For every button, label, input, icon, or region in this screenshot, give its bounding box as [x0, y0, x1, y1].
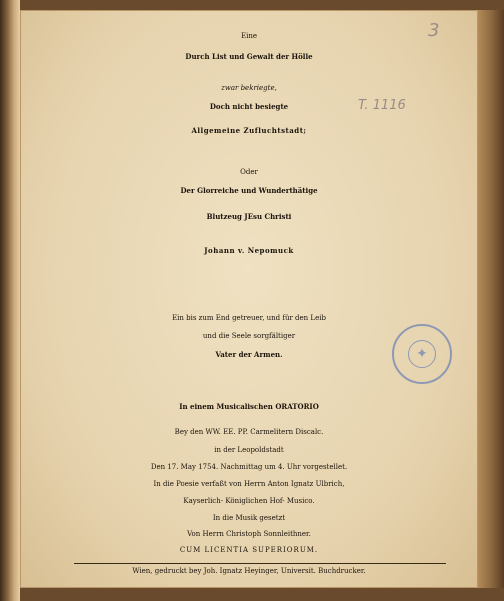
book-spine [0, 0, 20, 601]
title-line-11: und die Seele sorgfältiger [202, 332, 296, 340]
page-edge [478, 10, 504, 588]
shelf-number: T. 1116 [358, 98, 406, 113]
title-line-19: In die Musik gesetzt [212, 514, 286, 522]
title-line-21: CUM LICENTIA SUPERIORUM. [179, 546, 319, 554]
title-line-4: Doch nicht besiegte [209, 102, 289, 111]
title-line-1: Eine [241, 32, 257, 40]
title-line-17: In die Poesie verfaßt von Herrn Anton Ignatz Ulbrich, [153, 480, 345, 488]
imprint: Wien, gedruckt bey Joh. Ignatz Heyinger, Universit. Buchdrucker. [132, 567, 366, 575]
title-line-12: Vater der Armen. [215, 350, 283, 359]
title-line-6: Oder [240, 168, 258, 176]
page-mark: 3 [428, 20, 440, 41]
title-line-16: Den 17. May 1754. Nachmittag um 4. Uhr vorgestellet. [150, 463, 348, 471]
title-line-10: Ein bis zum End getreuer, und für den Leib [172, 314, 326, 322]
library-stamp [392, 324, 452, 384]
title-line-9: Johann v. Nepomuck [204, 246, 294, 255]
title-line-15: in der Leopoldstadt [214, 446, 284, 454]
title-line-5: Allgemeine Zufluchtstadt; [191, 126, 307, 135]
title-line-13: In einem Musicalischen ORATORIO [179, 402, 319, 411]
title-line-8: Blutzeug JEsu Christi [206, 212, 292, 221]
title-line-2: Durch List und Gewalt der Hölle [185, 52, 313, 61]
title-line-7: Der Glorreiche und Wunderthätige [180, 186, 318, 195]
title-line-3: zwar bekriegte, [221, 84, 277, 92]
title-line-20: Von Herrn Christoph Sonnleithner. [187, 530, 311, 538]
title-line-14: Bey den WW. EE. PP. Carmelitern Discalc. [174, 428, 324, 436]
imprint-rule [74, 563, 446, 564]
title-line-18: Kayserlich- Königlichen Hof- Musico. [183, 497, 315, 505]
title-page [20, 10, 478, 588]
eagle-icon: ✦ [408, 340, 436, 368]
